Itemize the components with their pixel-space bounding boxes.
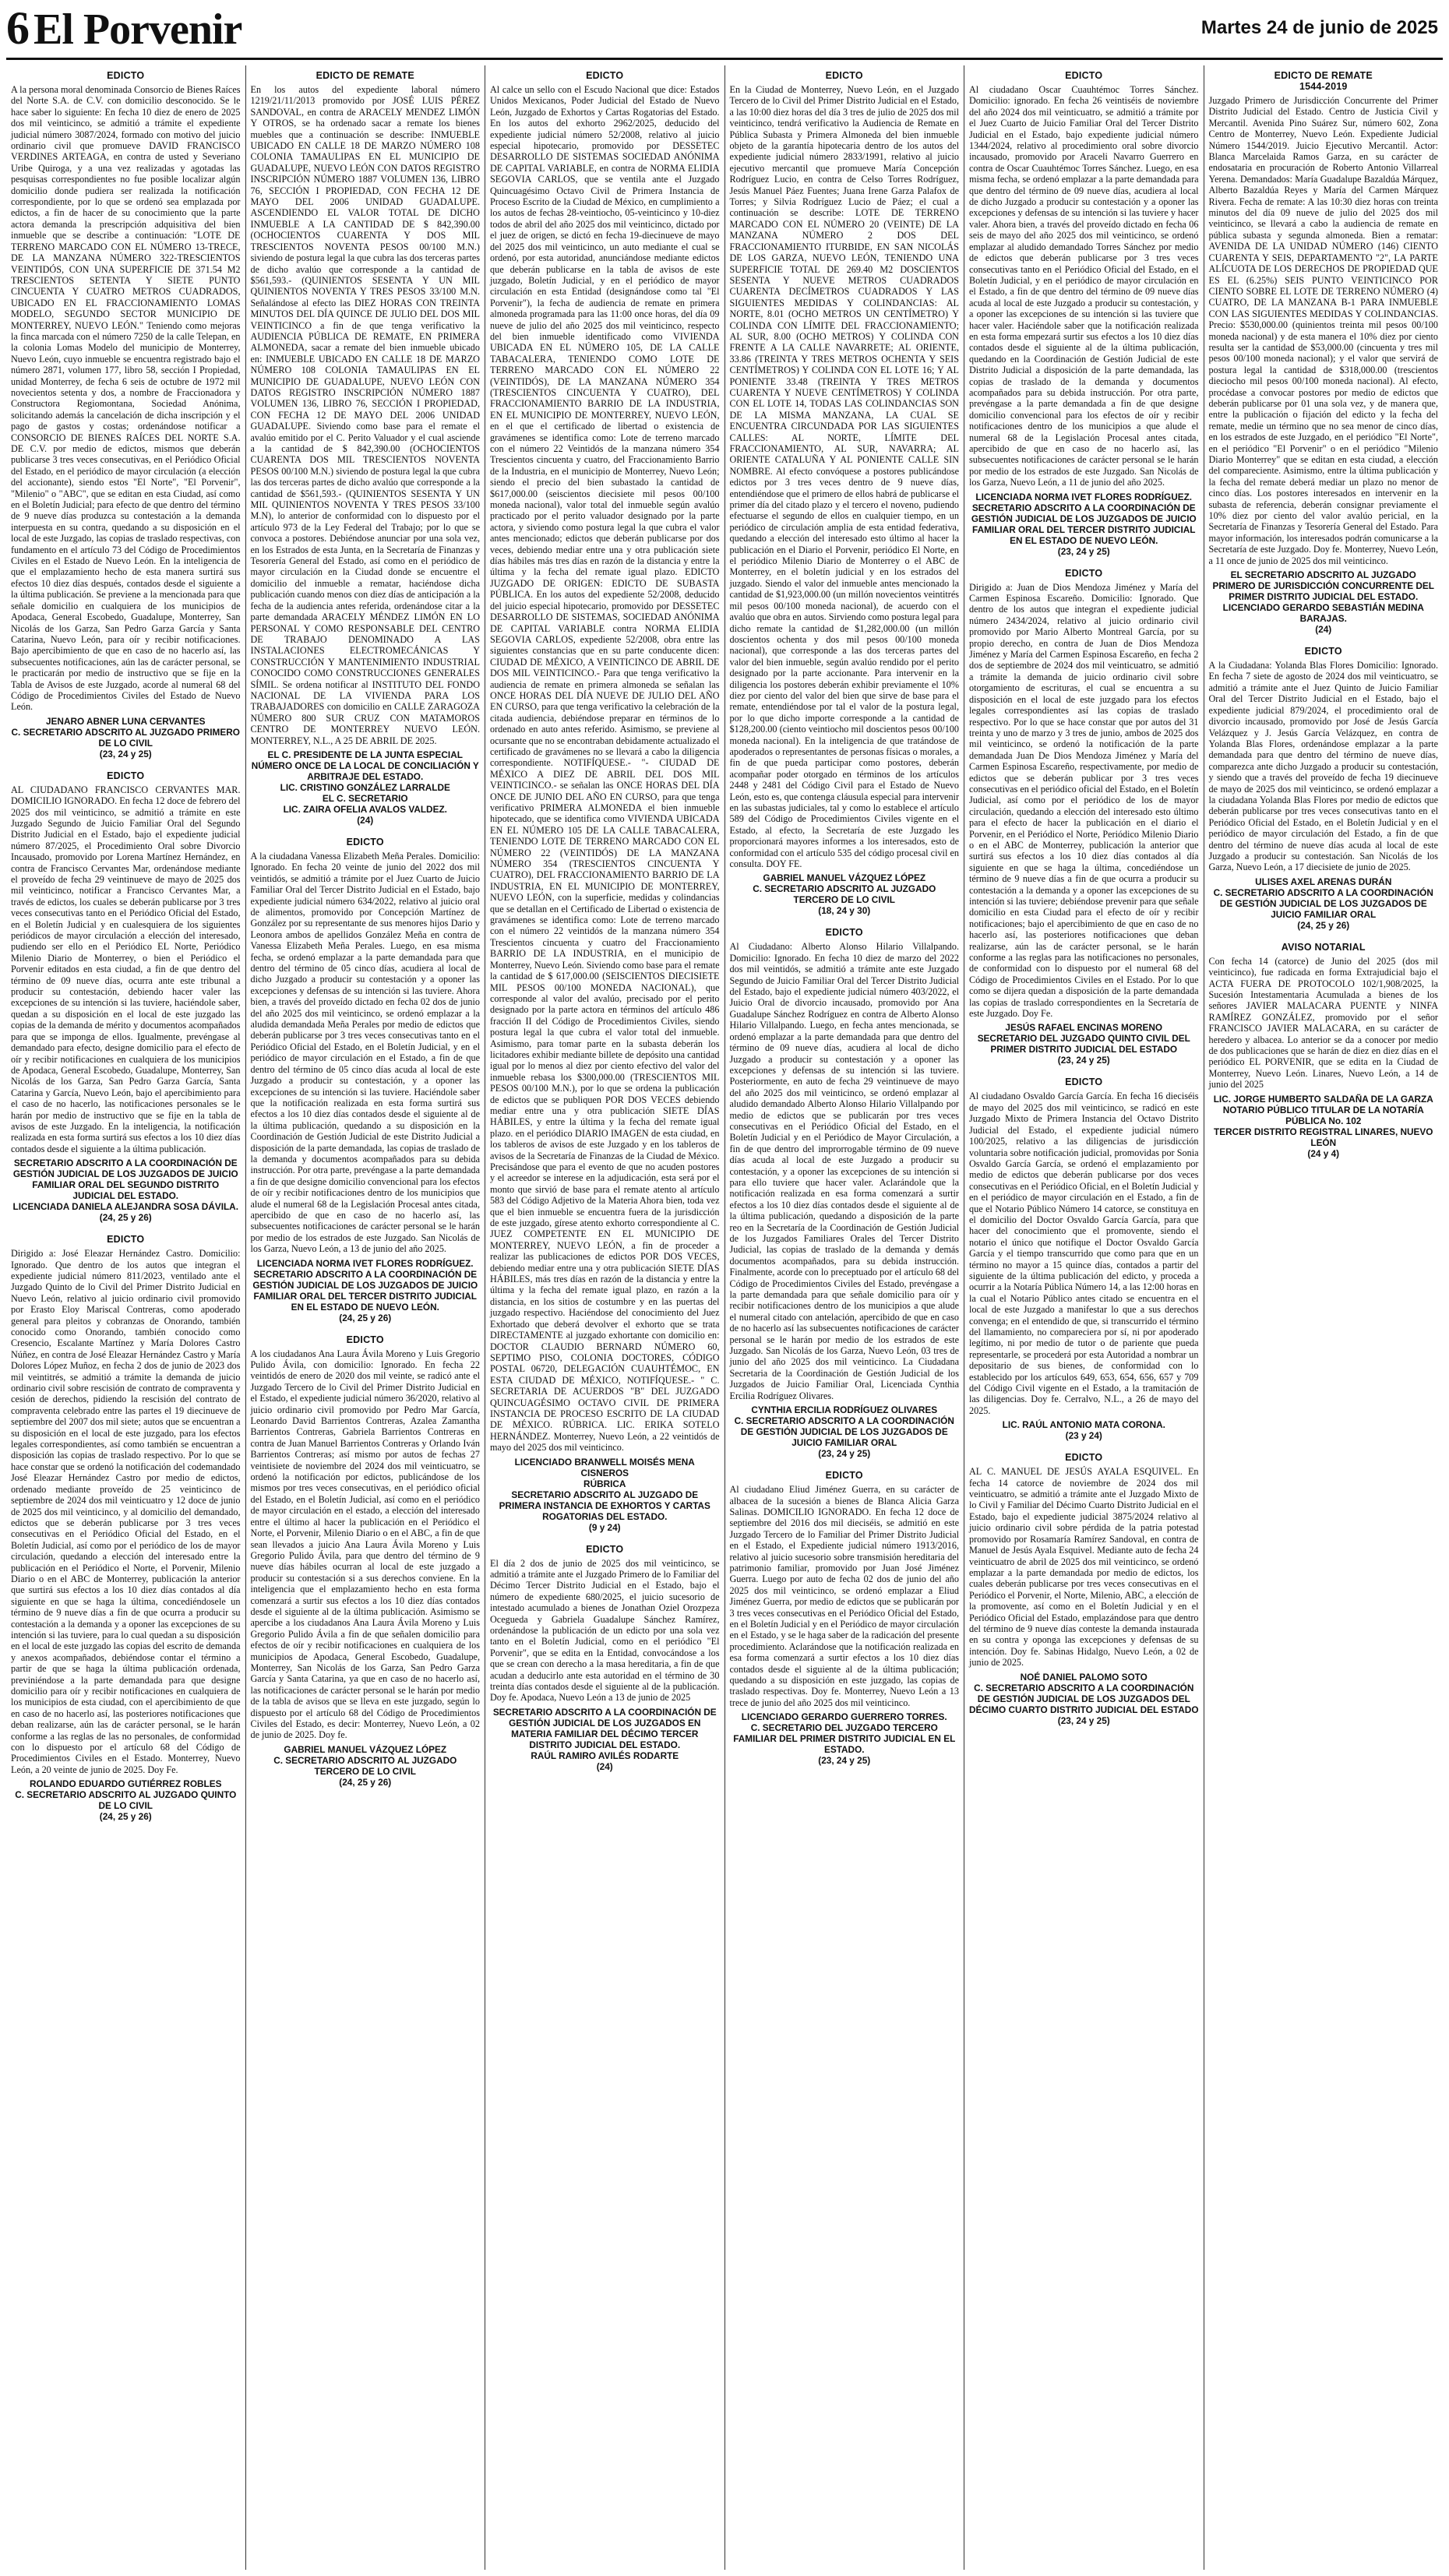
column-2 — [245, 65, 485, 2570]
legal-notice — [969, 70, 1199, 557]
legal-notice — [11, 770, 241, 1223]
notice-heading: EDICTO — [107, 1234, 145, 1246]
notice-body: A los ciudadanos Ana Laura Ávila Moreno y Luis Gregorio Pulido Ávila, con domicilio: Ignorado. En fecha 22 veintidós de enero de 2020 dos mil veinte, se radicó ante el Juzgado Tercero de lo Civil del Primer Distrito Judicial en el Estado, el expediente judicial número 36/2020, relativo al juicio ordinario civil promovido por Pedro Mar García, Leonardo David Barrientos Contreras, Azalea Zamantha Barrientos Contreras, Gabriela Barrientos Contreras en contra de Juan Manuel Barrientos Contreras y Orlando Iván Barrientos Contreras; así mismo por autos de fechas 27 veintisiete de noviembre del 2024 dos mil veinticuatro, se ordenó la notificación por edictos, publicándose de los mismos por tres veces consecutivas, en el periódico oficial del Estado, en el Boletín Judicial, así como en el periódico de mayor circulación en el estado, a elección del interesado entre el último al hacer la publicación en el Periódico el Norte, el Porvenir, Milenio Diario o en el ABC, a fin de que sean llevados a juicio Ana Laura Ávila Moreno y Luis Gregorio Pulido Ávila, para que dentro del término de 9 nueve días hábiles ocurran al local de este juzgado a producir su contestación si a sus derechos conviene. En la inteligencia que el emplazamiento hecho en esta forma comenzará a surtir sus efectos a los 10 diez días contados desde el siguiente al de la última publicación. Asimismo se apercibe a los ciudadanos Ana Laura Ávila Moreno y Luis Gregorio Pulido Ávila a fin de que señalen domicilio para efectos de oír y recibir notificaciones en cualquiera de los municipios de Apodaca, General Escobedo, Guadalupe, Monterrey, San Nicolás de los Garza, San Pedro Garza García y Santa Catarina, ya que en caso de no hacerlo así, las notificaciones de carácter personal se le harán por medio de la tabla de avisos que se lleva en este juzgado, según lo dispuesto por el artículo 68 del Código de Procedimientos Civiles del Estado, es decir: Monterrey, Nuevo León, a 02 de junio de 2025. Doy fe. — [250, 1348, 480, 1741]
notice-body: A la persona moral denominada Consorcio de Bienes Raíces del Norte S.A. de C.V. con domicilio desconocido. Se le hace saber lo siguiente: En fecha 10 diez de enero de 2025 dos mil veinticinco, se admitió a trámite el expediente judicial número 3087/2024, formado con motivo del juicio ordinario civil que promueve DAVID FRANCISCO VERDINES ARTEAGA, en contra de usted y Severiano Uribe Quiroga, y a una vez realizadas y agotadas las pesquisas correspondientes no fue posible localizar algún domicilio donde pudiera ser realizada la notificación correspondiente, por lo que se ordenó sea emplazada por edictos, a fin de hacer de su conocimiento que la parte actora demanda la prescripción adquisitiva del bien inmueble que se describe a continuación: "LOTE DE TERRENO MARCADO CON EL NÚMERO 13-TRECE, DE LA MANZANA NÚMERO 322-TRESCIENTOS VEINTIDÓS, CON UNA SUPERFICIE DE 371.54 M2 TRESCIENTOS SETENTA Y SIETE PUNTO CINCUENTA Y CUATRO METROS CUADRADOS, UBICADO EN EL FRACCIONAMIENTO LOMAS MODELO, SEGUNDO SECTOR MUNICIPIO DE MONTERREY, NUEVO LEÓN." Teniendo como mejoras la finca marcada con el número 7250 de la calle Telepan, en la colonia Lomas Modelo del municipio de Monterrey, Nuevo León, cuyo inmueble se encuentra registrado bajo el número 2871, volumen 177, libro 58, sección I Propiedad, unidad Monterrey, de fecha 6 seis de octubre de 1972 mil novecientos setenta y dos, a nombre de Fraccionadora y Constructora Regiomontana, Sociedad Anónima, solicitando además la cancelación de dicha inscripción y el pago de gastos y costas; ordenándose notificar a CONSORCIO DE BIENES RAÍCES DEL NORTE S.A. DE C.V. por medio de edictos, mismos que deberán publicarse 3 tres veces consecutivas, en el Periódico Oficial del Estado, en el periódico de mayor circulación (a elección del accionante), siendo estos "El Norte", "El Porvenir", "Milenio" o "ABC", que se editan en esta Ciudad, así como en el Boletín Judicial; para efecto de que dentro del término de 9 nueve días produzca su contestación a la demanda interpuesta en su contra, quedando a su disposición en el local de este Juzgado, las copias de traslado respectivas, con fundamento en el artículo 73 del Código de Procedimientos Civiles en el Estado de Nuevo León. En la inteligencia de que el emplazamiento hecho de esta manera surtirá sus efectos 10 diez días después, contados desde el siguiente a la última publicación. Se previene a la mencionada para que señale domicilio en cualquiera de los municipios de Apodaca, General Escobedo, Guadalupe, Monterrey, San Nicolás de los Garza, San Pedro Garza García y Santa Catarina, Nuevo León, para oír y recibir notificaciones. Bajo apercibimiento de que en caso de no hacerlo así, las subsecuentes notificaciones, aún las de carácter personal, se le practicarán por medio de instructivo que se fije en la Tabla de Avisos de este Juzgado, acorde al numeral 68 del Código de Procedimientos Civiles del Estado de Nuevo León. — [11, 84, 241, 713]
column-4 — [724, 65, 964, 2570]
notice-body: En la Ciudad de Monterrey, Nuevo León, en el Juzgado Tercero de lo Civil del Primer Distrito Judicial en el Estado, a las 10:00 diez horas del día 3 tres de julio de 2025 dos mil veinticinco, tendrá verificativo la Audiencia de Remate en Pública Subasta y Primera Almoneda del bien inmueble objeto de la garantía hipotecaria dentro de los autos del expediente judicial número 2833/1991, relativo al juicio ejecutivo mercantil que promueve María Concepción Rodríguez Lucio, en contra de Celso Torres Rodríguez, Jesús Manuel Páez Fuentes; Juana Irene Garza Palafox de Torres; y Silvia Rodríguez Lucio de Páez; el cual a continuación se describe: LOTE DE TERRENO MARCADO CON EL NÚMERO 20 (VEINTE) DE LA MANZANA NÚMERO 2 DOS DEL FRACCIONAMIENTO ITURBIDE, EN SAN NICOLÁS DE LOS GARZA, NUEVO LEÓN, TENIENDO UNA SUPERFICIE TOTAL DE 269.40 M2 DOSCIENTOS SESENTA Y NUEVE METROS CUADRADOS CUARENTA DECÍMETROS CUADRADOS Y LAS SIGUIENTES MEDIDAS Y COLINDANCIAS: AL NORTE, 8.01 (OCHO METROS UN CENTÍMETRO) Y COLINDA CON LÍMITE DEL FRACCIONAMIENTO; AL SUR, 8.00 (OCHO METROS) Y COLINDA CON FRENTE A LA CALLE NAVARRETE; AL ORIENTE, 33.86 (TREINTA Y TRES METROS OCHENTA Y SEIS CENTÍMETROS) Y COLINDA CON EL LOTE 16; Y AL PONIENTE 33.48 (TREINTA Y TRES METROS CUARENTA Y NUEVE CENTÍMETROS) Y COLINDA CON EL LOTE 14, TODAS LAS COLINDANCIAS SON DE LA MISMA MANZANA, LA CUAL SE ENCUENTRA CIRCUNDADA POR LAS SIGUIENTES CALLES: AL NORTE, LÍMITE DEL FRACCIONAMIENTO, AL SUR, NAVARRA; AL ORIENTE CATALUÑA Y AL PONIENTE CALLE SIN NOMBRE. Al efecto convóquese a postores publicándose edictos por 3 tres veces dentro de 9 nueve días, entendiéndose que el primero de ellos habrá de publicarse el primer día del citado plazo y el tercero el noveno, pudiendo efectuarse el segundo de ellos en cualquier tiempo, en un periódico de circulación amplia de esta entidad federativa, quedando a elección del interesado esto último al hacer la publicación en el Diario el Porvenir, periódico El Norte, en el periódico Milenio Diario de Monterrey o el ABC de Monterrey, en el boletín judicial y en los estrados del juzgado. Siendo el valor del inmueble antes mencionado la cantidad de $1,923,000.00 (un millón novecientos veintitrés mil pesos 00/100 moneda nacional), de acuerdo con el avalúo que obra en autos. Sirviendo como postura legal para dicho remate la cantidad de $1,282,000.00 (un millón doscientos ochenta y dos mil pesos 00/100 moneda nacional), que corresponde a las dos terceras partes del valor del bien inmueble, según avalúo rendido por el perito designado por la parte accionante. Para intervenir en la diligencia los postores deberán exhibir previamente el 10% diez por ciento del valor del bien que sirve de base para el remate, entendiéndose por tal el valor de la postura legal, por lo que dicho importe corresponde a la cantidad de $128,200.00 (ciento veintiocho mil doscientos pesos 00/100 moneda nacional). En la inteligencia de que tratándose de apoderados o representantes de personas físicas o morales, a fin de que pueda participar como postores, deberán acompañar poder otorgado en términos de los artículos 2448 y 2481 del Código Civil para el Estado de Nuevo León, esto es, que contenga cláusula especial para intervenir en las subastas judiciales, tal y como lo establece el artículo 589 del Código de Procedimientos Civiles vigente en el Estado, al efecto, la Secretaría de este Juzgado les proporcionará mayores informes a los interesados, esto de conformidad con el artículo 535 del código procesal civil en consulta. DOY FE. — [729, 84, 959, 870]
notice-signature: EL SECRETARIO ADSCRITO AL JUZGADO PRIMERO DE JURISDICCIÓN CONCURRENTE DEL PRIMER DISTRITO JUDICIAL DEL ESTADO. LICENCIADO GERARDO SEBASTIÁN MEDINA BARAJAS. (24) — [1212, 569, 1434, 636]
notice-signature: ULISES AXEL ARENAS DURÁN C. SECRETARIO ADSCRITO A LA COORDINACIÓN DE GESTIÓN JUDICIAL DE LOS JUZGADOS DE JUICIO FAMILIAR ORAL (24, 25 y 26) — [1213, 876, 1433, 931]
notice-body: AL CIUDADANO FRANCISCO CERVANTES MAR. DOMICILIO IGNORADO. En fecha 12 doce de febrero del 2025 dos mil veinticinco, se admitió a trámite en este Juzgado Segundo de Juicio Familiar Oral del Segundo Distrito Judicial en el Estado, bajo el expediente judicial número 87/2025, el Procedimiento Oral sobre Divorcio Incausado, promovido por Lorena Martínez Hernández, en contra de Francisco Cervantes Mar, ordenándose mediante el proveído de fecha 29 veintinueve de mayo de 2025 dos mil veinticinco, notificar a Francisco Cervantes Mar, a través de edictos, los cuales se deberán publicarse por 3 tres veces consecutivas tanto en el Periódico Oficial del Estado, en el Boletín Judicial y en cualesquiera de los siguientes periódicos de mayor circulación a elección del interesado, pudiendo ser ello en el Periódico EL Norte, Periódico Milenio Diario de Monterrey, o bien el Periódico el Porvenir editados en esta ciudad, a fin de que dentro del término de 09 nueve días, ocurra ante este tribunal a producir su contestación, debiendo hacer valer las excepciones de su intención si las tuviere, haciéndole saber, quedan a su disposición en el local de este juzgado las copias de la demanda de mérito y documentos acompañados para que se imponga de ellos. Igualmente, prevéngase al demandado para efecto, designe domicilio para el efecto de oír y recibir notificaciones en cualquiera de los municipios de Apodaca, General Escobedo, Guadalupe, Monterrey, San Nicolás de los Garza, San Pedro Garza García, Santa Catarina y García, Nuevo León, bajo el apercibimiento para el caso de no hacerlo, las notificaciones personales se le harán por medio de instructivo que se fije en la tabla de avisos de este Juzgado. En la inteligencia, la notificación realizada en esta forma surtirá sus efectos a los 10 diez días contados desde el siguiente a la última publicación. — [11, 784, 241, 1154]
notice-heading: EDICTO — [825, 70, 863, 81]
notice-body: AL C. MANUEL DE JESÚS AYALA ESQUIVEL. En fecha 14 catorce de noviembre de 2024 dos mil veinticuatro, se admitió a trámite ante el Juzgado Mixto de lo Civil y Familiar del Décimo Cuarto Distrito Judicial en el Estado, bajo el expediente judicial 3875/2024 relativo al juicio ordinario civil sobre pérdida de la patria potestad promovido por Rosamaría Ramírez Sandoval, en contra de Manuel de Jesús Ayala Esquivel. Mediante auto de fecha 24 veinticuatro de abril de 2025 dos mil veinticinco, se ordenó emplazar a la parte demandada por medio de edictos, los cuales deberán publicarse por tres veces consecutivas en el Periódico el Porvenir, el Norte, Milenio, ABC, a elección de la promovente, así como en el Boletín Judicial y en el Periódico Oficial del Estado, emplazándose para que dentro del término de 9 nueve días conteste la demanda instaurada en su contra y oponga las excepciones y defensas de su intención. Doy fe. Sabinas Hidalgo, Nuevo León, a 02 de junio de 2025. — [969, 1466, 1199, 1669]
notice-heading: EDICTO DE REMATE 1544-2019 — [1274, 70, 1373, 92]
masthead — [0, 0, 1449, 56]
notice-signature: LICENCIADA NORMA IVET FLORES RODRÍGUEZ. SECRETARIO ADSCRITO A LA COORDINACIÓN DE GESTIÓN JUDICIAL DE LOS JUZGADOS DE JUICIO FAMILIAR ORAL DEL TERCER DISTRITO JUDICIAL EN EL ESTADO DE NUEVO LEÓN. (23, 24 y 25) — [971, 491, 1197, 557]
notice-signature: CYNTHIA ERCILIA RODRÍGUEZ OLIVARES C. SECRETARIO ADSCRITO A LA COORDINACIÓN DE GESTIÓN JUDICIAL DE LOS JUZGADOS DE JUICIO FAMILIAR ORAL (23, 24 y 25) — [734, 1404, 954, 1460]
notice-body: En los autos del expediente laboral número 1219/21/11/2013 promovido por JOSÉ LUIS PÉREZ SANDOVAL, en contra de ARACELY MENDEZ LIMÓN Y OTROS, se ha ordenado sacar a remate los bienes muebles que a continuación se describe: INMUEBLE UBICADO EN CALLE 18 DE MARZO NÚMERO 108 COLONIA TAMAULIPAS EN EL MUNICIPIO DE GUADALUPE, NUEVO LEÓN CON DATOS REGISTRO INSCRIPCIÓN NÚMERO 1887 VOLUMEN 136, LIBRO 76, SECCIÓN I PROPIEDAD, CON FECHA 12 DE MAYO DEL 2006 UNIDAD GUADALUPE. ASCENDIENDO EL VALOR TOTAL DE DICHO INMUEBLE A LA CANTIDAD DE $ 842,390.00 (OCHOCIENTOS CUARENTA Y DOS MIL TRESCIENTOS NOVENTA PESOS 00/100 M.N.) siviendo de postura legal la que cubra las dos terceras partes de dicho avalúo que corresponde a la cantidad de $561,593.- (QUINIENTOS SESENTA Y UN MIL QUINIENTOS NOVENTA Y TRES PESOS 33/100 M.N. Señalándose al efecto las DIEZ HORAS CON TREINTA MINUTOS DEL DÍA QUINCE DE JULIO DEL DOS MIL VEINTICINCO a fin de que tenga verificativo la AUDIENCIA PÚBLICA DE REMATE, EN PRIMERA ALMONEDA, sacar a remate del bien inmueble ubicado en: INMUEBLE UBICADO EN CALLE 18 DE MARZO NÚMERO 108 COLONIA TAMAULIPAS EN EL MUNICIPIO DE GUADALUPE, NUEVO LEÓN CON DATOS REGISTRO INSCRIPCIÓN NÚMERO 1887 VOLUMEN 136, LIBRO 76, SECCIÓN I PROPIEDAD, CON FECHA 12 DE MAYO DEL 2006 UNIDAD GUADALUPE. Siviendo como base para el remate el avalúo emitido por el C. Perito Valuador y el cual asciende a la cantidad de $ 842,390.00 (OCHOCIENTOS CUARENTA DOS MIL TRESCIENTOS NOVENTA PESOS 00/100 M.N.) siviendo de postura legal la que cubra las dos terceras partes de dicho avalúo que corresponde a la cantidad de $561,593.- (QUINIENTOS SESENTA Y UN MIL QUINIENTOS NOVENTA Y TRES PESOS 33/100 M.N), lo anterior de conformidad con lo dispuesto por el artículo 973 de la Ley Federal del Trabajo; por lo que se convoca a postores. Debiéndose anunciar por una sola vez, en los Estrados de esta Junta, en la Secretaría de Finanzas y Tesorería General del Estado, así como en el periódico de mayor circulación en la Ciudad donde se encuentre el domicilio del inmueble a rematar, haciéndose dicha publicación cuando menos con diez días de anticipación a la fecha de la audiencia antes referida, ordenándose citar a la parte demandada ARACELY MÉNDEZ LIMÓN EN LO PERSONAL Y COMO RESPONSABLE DEL CENTRO DE TRABAJO DENOMINADO A LAS INSTALACIONES ELECTROMECÁNICAS Y CONSTRUCCIÓN Y MANTENIMIENTO INDUSTRIAL CONOCIDO COMO CONSTRUCCIONES GENERALES SÍMIL. Se ordena notificar al INSTITUTO DEL FONDO NACIONAL DE LA VIVIENDA PARA LOS TRABAJADORES con domicilio en CALLE ZARAGOZA NÚMERO 800 SUR CRUZ CON MATAMOROS CENTRO DE MONTERREY NUEVO LEÓN. MONTERREY, N.L., A 25 DE ABRIL DE 2025. — [250, 84, 480, 746]
legal-notice — [969, 1452, 1199, 1725]
notice-heading: EDICTO — [1065, 1077, 1103, 1088]
legal-notice — [730, 70, 960, 916]
notice-signature: LIC. RAÚL ANTONIO MATA CORONA. (23 y 24) — [1002, 1419, 1165, 1442]
column-6 — [1204, 65, 1444, 2570]
notice-heading: EDICTO — [346, 1334, 384, 1345]
notice-body: El día 2 dos de junio de 2025 dos mil veinticinco, se admitió a trámite ante el Juzgado Primero de lo Familiar del Décimo Tercer Distrito Judicial en el Estado, bajo el número de expediente 680/2025, el juicio sucesorio de intestado acumulado a bienes de Jonathan Oziel Orozpeza Ocegueda y Gabriela Guadalupe Sánchez Ramírez, ordenándose la publicación de un edicto por una sola vez tanto en el Boletín Judicial, como en el periódico "El Porvenir", que se edita en la Entidad, convocándose a los que se crean con derecho a la masa hereditaria, a fin de que acudan a deducirlo ante esta autoridad en el término de 30 treinta días contados desde el siguiente al de la publicación. Doy fe. Apodaca, Nuevo León a 13 de junio de 2025 — [490, 1557, 720, 1704]
notice-signature: GABRIEL MANUEL VÁZQUEZ LÓPEZ C. SECRETARIO ADSCRITO AL JUZGADO TERCERO DE LO CIVIL (24, 25 y 26) — [273, 1743, 457, 1788]
notice-heading: EDICTO — [825, 927, 863, 939]
notice-body: Con fecha 14 (catorce) de Junio del 2025 (dos mil veinticinco), fue radicada en forma Extrajudicial bajo el ACTA FUERA DE PROTOCOLO 102/1,908/2025, la Sucesión Intestamentaria Acumulada a bienes de los señores JAVIER MALACARA PUENTE y NINFA RAMÍREZ GONZÁLEZ, promovido por el señor FRANCISCO JAVIER MALACARA, en su carácter de heredero y albacea. Lo anterior se da a conocer por medio de dos publicaciones que se harán de diez en diez días en el periódico EL PORVENIR, que se edita en la Ciudad de Monterrey, Nuevo León. Linares, Nuevo León, a 14 de junio del 2025 — [1208, 955, 1438, 1091]
notice-heading: EDICTO — [825, 1470, 863, 1482]
notice-signature: SECRETARIO ADSCRITO A LA COORDINACIÓN DE GESTIÓN JUDICIAL DE LOS JUZGADOS EN MATERIA FAMILIAR DEL DÉCIMO TERCER DISTRITO JUDICIAL DEL ESTADO. RAÚL RAMIRO AVILÉS RODARTE (24) — [492, 1706, 717, 1772]
column-1 — [6, 65, 245, 2570]
notice-heading: EDICTO — [346, 836, 384, 848]
column-5 — [964, 65, 1204, 2570]
legal-notice — [251, 70, 481, 826]
notice-heading: EDICTO — [1065, 70, 1103, 81]
legal-notice — [251, 837, 481, 1323]
newspaper-title: El Porvenir — [33, 5, 242, 54]
notice-signature: NOÉ DANIEL PALOMO SOTO C. SECRETARIO ADSCRITO A LA COORDINACIÓN DE GESTIÓN JUDICIAL DE LOS JUZGADOS DEL DÉCIMO CUARTO DISTRITO JUDICIAL DEL ESTADO (23, 24 y 25) — [969, 1671, 1199, 1726]
notice-heading: EDICTO — [1304, 646, 1342, 657]
legal-notice — [11, 70, 241, 759]
notice-signature: JESÚS RAFAEL ENCINAS MORENO SECRETARIO DEL JUZGADO QUINTO CIVIL DEL PRIMER DISTRITO JUDICIAL DEL ESTADO (23, 24 y 25) — [977, 1022, 1190, 1066]
notice-heading: EDICTO — [1065, 1452, 1103, 1464]
notice-body: Al ciudadano Oscar Cuauhtémoc Torres Sánchez. Domicilio: ignorado. En fecha 26 veintiséis de noviembre del año 2024 dos mil veinticuatro, se admitió a trámite por el Juez Cuarto de Juicio Familiar Oral del Tercer Distrito Judicial en el Estado, bajo expediente judicial número 1344/2024, relativo al procedimiento oral sobre divorcio incausado, promovido por Araceli Navarro Guerrero en contra de Oscar Cuauhtémoc Torres Sánchez. Luego, en esa misma fecha, se ordenó emplazar a la parte demandada para que dentro del término de 09 nueve días, acudiera al local de dicho Juzgado a producir su contestación y a oponer las excepciones y defensas de su intención si las tuviere y hacer valer. Ahora bien, a través del proveído dictado en fecha 06 seis de mayo del año 2025 dos mil veinticinco, se ordenó emplazar al aludido demandado Torres Sánchez por medio de edictos que deberán publicarse por 3 tres veces consecutivas tanto en el Periódico Oficial del Estado, en el Boletín Judicial, y en el periódico de mayor circulación en el Estado, a fin de que dentro del término de 09 nueve días acuda al local de este Juzgado a producir su contestación, y a oponer las excepciones de su intención si las tuviere que hacer valer. Haciéndole saber que la notificación realizada en esta forma empezará surtir sus efectos a los 10 diez días contados desde el siguiente al de la última publicación, quedando en la Coordinación de Gestión Judicial de este Distrito Judicial a disposición de la parte demandada, las copias de traslado de la demanda y documentos acompañados para su debida instrucción. Por otra parte, prevéngase a la parte demandada a fin de que designe domicilio convencional para los efectos de oír y recibir notificaciones dentro de los municipios a que alude el numeral 68 de la Legislación Procesal antes citada, apercibido de que en caso de no hacerlo así, las subsecuentes notificaciones de carácter personal se le harán por medio de los estrados de este Juzgado. San Nicolás de los Garza, Nuevo León, a 11 de junio del año 2025. — [969, 84, 1199, 488]
masthead-divider — [6, 58, 1443, 60]
legal-notice — [251, 1334, 481, 1788]
notice-body: A la Ciudadana: Yolanda Blas Flores Domicilio: Ignorado. En fecha 7 siete de agosto de 2024 dos mil veinticuatro, se admitió a trámite ante el Juez Quinto de Juicio Familiar Oral del Tercer Distrito Judicial en el Estado, bajo el expediente judicial 879/2024, el procedimiento oral de divorcio incausado, promovido por José de Jesús García Velázquez y J. Jesús García Velázquez, en contra de Yolanda Blas Flores, ordenándose emplazar a la parte demandada para que dentro del término de nueve días, comparezca ante dicho Juzgado a producir su contestación, y siendo que a través del proveído de fecha 19 diecinueve de mayo de 2025 dos mil veinticinco, se ordenó emplazar a la ciudadana Yolanda Blas Flores por medio de edictos que deberán publicarse por tres veces consecutivas tanto en el Periódico Oficial del Estado, en el Boletín Judicial y en el periódico de mayor circulación del Estado, a fin de que dentro del término de nueve días acuda al local de este Juzgado a producir su contestación. San Nicolás de los Garza, Nuevo León, a 17 diecisiete de junio de 2025. — [1208, 660, 1438, 873]
legal-notice — [1209, 942, 1439, 1159]
columns-area — [6, 65, 1443, 2570]
legal-notice — [490, 1544, 720, 1772]
notice-body: Dirigido a: José Eleazar Hernández Castro. Domicilio: Ignorado. Que dentro de los autos que integran el expediente judicial número 811/2023, ventilado ante el Juzgado Quinto de lo Civil del Primer Distrito Judicial en Nuevo León, relativo al juicio ordinario civil promovido por Erasto Eloy Mariscal Contreras, como apoderado general para pleitos y cobranzas de Onorando, también conocido como Onorando, también conocido como Cresencio, Escalante Martínez y María Dolores Castro Núñez, en contra de José Eleazar Hernández Castro y María Dolores López Muñoz, en fecha 2 dos de junio de 2023 dos mil veintitrés, se admitió a trámite la demanda de juicio ordinario civil sobre rescisión de contrato de compraventa y cesión de derechos, pidiendo la rescisión del contrato de compraventa celebrado entre las partes el 19 diecinueve de septiembre del 2007 dos mil siete; autos que se encuentran a su disposición en el local de este juzgado, para los efectos legales correspondientes, así como también se encuentran a disposición las copias de traslado respectivo. Por lo que se hace constar que se ordenó la notificación del codemandado José Eleazar Hernández Castro por medio de edictos, ordenado mediante proveído de 25 veinticinco de septiembre de 2024 dos mil veinticuatro y 12 doce de junio de 2025 dos mil veinticinco, y al domicilio del demandado, edictos que se deberán publicarse por 3 tres veces consecutivas en el Periódico Oficial del Estado, en el Boletín Judicial, así como por el periódico de los de mayor circulación, quedando a elección del interesado entre la publicación en el Periódico el Norte, el Porvenir, Milenio Diario o en el ABC de Monterrey, publicación la anterior que surtirá sus efectos a los 10 diez días contados al día siguiente en que se haga la última, concediéndosele un término de 9 nueve días a fin de que ocurra a producir su contestación a la demanda y a oponer las excepciones de su intención si las tuviere, para lo cual quedan a su disposición en el local de este juzgado las copias del escrito de demanda y anexos acompañados, debiéndose contar el término a partir de que se haga la última publicación ordenada, previniéndose a la parte demandada para que designe domicilio para oír y recibir notificaciones en cualquiera de los municipios de esta ciudad, con el apercibimiento de que en caso de no hacerlo así, las posteriores notificaciones que deban realizarse, aún las de carácter personal, se le harán conforme a las reglas de las no personales, de conformidad con lo dispuesto por el artículo 68 del Código de Procedimientos Civiles en el Estado. Monterrey, Nuevo León, a 20 veinte de junio de 2025. Doy Fe. — [11, 1248, 241, 1775]
notice-body: Dirigido a: Juan de Dios Mendoza Jiménez y María del Carmen Espinosa Escareño. Domicilio: Ignorado. Que dentro de los autos que integran el expediente judicial número 2434/2024, relativo al juicio ordinario civil promovido por Mario Alberto Montreal García, por su propio derecho, en contra de Juan de Dios Mendoza Jiménez y María del Carmen Espinosa Escareño, en fecha 2 dos de septiembre de 2024 dos mil veinticuatro, se admitió a trámite la demanda de juicio ordinario civil sobre otorgamiento de escrituras, el cual se encuentra a su disposición en el local de este juzgado para los efectos legales correspondientes así las copias de traslado respectivo. Por lo que se hace constar que por autos del 31 treinta y uno de marzo y 3 tres de junio, ambos de 2025 dos mil veinticinco, se ordenó la notificación de la parte demandada Juan De Dios Mendoza Jiménez y María del Carmen Espinosa Escareño, respectivamente, por medio de edictos que se deberán publicar por 3 tres veces consecutivas en el periódico oficial del Estado, en el Boletín Judicial, así como por el periódico de los de mayor circulación, quedando a elección del interesado esto último para el efecto de hacer la publicación en el diario el Porvenir, en el Periódico el Norte, Periódico Milenio Diario o en el ABC de Monterrey, publicación la anterior que surtirá sus efectos a los 10 diez días contados al día siguiente en que se haga la última, concediéndose un término de 9 nueve días a fin de que ocurra a producir su contestación a la demanda y a oponer las excepciones de su intención si las tuviere; debiéndose prevenir para que señale domicilio en esta Ciudad para el efecto de oír y recibir notificaciones; bajo el apercibimiento de que en caso de no hacerlo así, las posteriores notificaciones que deban realizarse, aún las de carácter personal, se le harán conforme a las reglas para las notificaciones no personales, de conformidad con lo dispuesto por el numeral 68 del Código de Procedimientos Civiles en el Estado. Por lo que como se dijera quedan a disposición de la parte demandada las copias de traslado correspondientes en la Secretaría de este Juzgado. Doy Fe. — [969, 581, 1199, 1020]
notice-body: Al Ciudadano: Alberto Alonso Hilario Villalpando. Domicilio: Ignorado. En fecha 10 diez de marzo del 2022 dos mil veintidós, se admitió a trámite ante este Juzgado Segundo de Juicio Familiar Oral del Tercer Distrito Judicial del Estado, bajo el expediente judicial número 403/2022, el Juicio Oral de divorcio incausado, promovido por Ana Guadalupe Sánchez Rodríguez en contra de Alberto Alonso Hilario Villalpando. Luego, en fecha antes mencionada, se ordenó emplazar a la parte demandada para que dentro del término de 09 nueve días, acudiera al local de dicho Juzgado a producir su contestación y a oponer las excepciones y defensas de su intención si las tuviere. Posteriormente, en auto de fecha 29 veintinueve de mayo del año 2025 dos mil veinticinco, se ordenó emplazar al aludido demandado Alberto Alonso Hilario Villalpando por medio de edictos que se publicarán por tres veces consecutivas en el Periódico Oficial del Estado, en el Boletín Judicial y en el Periódico de Mayor Circulación, a fin de que dentro del improrrogable término de 09 nueve días acuda al local de este Juzgado a producir su contestación, y a oponer las excepciones de su intención si para ello tuviere que hacer valer. Aclarándole que la notificación realizada en esa forma comenzará a surtir efectos a los 10 diez días contados desde el siguiente al de la última publicación, quedando a disposición de la parte reo en la Secretaría de la Coordinación de Gestión Judicial de los Juzgados Familiares Orales del Tercer Distrito Judicial, las copias de traslado de la demanda y demás documentos acompañados, para su debida instrucción. Finalmente, acorde con lo preceptuado por el artículo 68 del Código de Procedimientos Civiles del Estado, prevéngase a la parte demandada para que señale domicilio para oír y recibir notificaciones dentro de los municipios a que alude el numeral citado con antelación, apercibido de que en caso de no hacerlo así las subsecuentes notificaciones de carácter personal se le harán por medio de los estrados de este Juzgado. San Nicolás de los Garza, Nuevo León, 03 tres de junio del año 2025 dos mil veinticinco. La Ciudadana Secretaria de la Coordinación de Gestión Judicial de los Juzgados de Juicio Familiar Oral, Licenciada Cynthia Ercilia Rodríguez Olivares. — [729, 941, 959, 1401]
notice-heading: EDICTO — [586, 1543, 624, 1555]
notice-signature: GABRIEL MANUEL VÁZQUEZ LÓPEZ C. SECRETARIO ADSCRITO AL JUZGADO TERCERO DE LO CIVIL (18, 24 y 30) — [753, 872, 936, 917]
notice-heading: EDICTO — [586, 70, 624, 81]
notice-body: Al calce un sello con el Escudo Nacional que dice: Estados Unidos Mexicanos, Poder Judicial del Estado de Nuevo León, Juzgado de Exhortos y Cartas Rogatorias del Estado. En los autos del exhorto 2962/2025, deducido del expediente judicial número 52/2008, relativo al juicio especial hipotecario, promovido por DESSETEC DESARROLLO DE SISTEMAS SOCIEDAD ANÓNIMA DE CAPITAL VARIABLE, en contra de NORMA ELIDIA SEGOVIA CARLOS, que se ventila ante el Juzgado Quincuagésimo Octavo Civil de Primera Instancia de Proceso Escrito de la Ciudad de México, en cumplimiento a los autos de fechas 28-veintiocho, 05-veinticinco y 10-diez todos de abril del año 2025 dos mil veinticinco, dictado por el juez de origen, se dictó en fecha 19-diecinueve de mayo del 2025 dos mil veinticinco, un auto mediante el cual se ordenó, por esta autoridad, anunciándose mediante edictos que deberán publicarse en la tabla de avisos de este juzgado, Boletín Judicial, y en el periódico de mayor circulación en esta Entidad (designándose como tal "El Porvenir"), la fecha de audiencia de remate en primera almoneda programada para las 11:00 once horas, del día 09 nueve de julio del año 2025 dos mil veinticinco, respecto del bien inmueble identificado como VIVIENDA UBICADA EN EL NÚMERO 105, DE LA CALLE TABACALERA, TENIENDO COMO LOTE DE TERRENO MARCADO CON EL NÚMERO 22 (VEINTIDÓS), DE LA MANZANA NÚMERO 354 (TRESCIENTOS CINCUENTA Y CUATRO), DEL FRACCIONAMIENTO BARRIO DE LA INDUSTRIA, EN EL MUNICIPIO DE MONTERREY, NUEVO LEÓN, en el que el certificado de libertad o existencia de gravámenes se identifica como: Lote de terreno marcado con el número 22 Veintidós de la manzana número 354 Trescientos cincuenta y cuatro, del Fraccionamiento Barrio de la Industria, en el municipio de Monterrey, Nuevo León; siendo el precio del bien subastado la cantidad de $617,000.00 (seiscientos diecisiete mil pesos 00/100 moneda nacional), valor total del inmueble según avalúo practicado por el perito valuador designado por la parte actora, y siviendo como postura legal la que cubra el valor antes mencionado; edictos que deberán publicarse por dos veces, debiendo mediar entre una y otra publicación siete días hábiles más tres días en razón de la distancia y entre la última y la fecha del remate igual plazo. EDICTO JUZGADO DE ORIGEN: EDICTO DE SUBASTA PÚBLICA. En los autos del expediente 52/2008, deducido del juicio especial hipotecario, promovido por DESSETEC DESARROLLO DE SISTEMAS, SOCIEDAD ANÓNIMA DE CAPITAL VARIABLE contra NORMA ELIDIA SEGOVIA CARLOS, expediente 52/2008, obra entre las siguientes constancias que en su parte conducente dicen: CIUDAD DE MÉXICO, A VEINTICINCO DE ABRIL DE DOS MIL VEINTICINCO.- Para que tenga verificativo la audiencia de remate en primera almoneda se señalan las ONCE HORAS DEL DÍA NUEVE DE JULIO DEL AÑO EN CURSO, para que tenga verificativo la celebración de la citada audiencia, debiéndose preparar en términos de lo ordenado en auto antes referido. Asimismo, se previene al ocursante que no se encontraban debidamente actualizado el certificado de gravámenes no se llevará a cabo la diligencia correspondiente. NOTIFÍQUESE.- "- CIUDAD DE MÉXICO A DIEZ DE ABRIL DEL DOS MIL VEINTICINCO.- se señalan las ONCE HORAS DEL DÍA ONCE DE JUNIO DEL AÑO EN CURSO, para que tenga verificativo PRIMERA ALMONEDA el bien inmueble hipotecado, que se identifica como VIVIENDA UBICADA EN EL NÚMERO 105 DE LA CALLE TABACALERA, TENIENDO LOTE DE TERRENO MARCADO CON EL NÚMERO 22 (VEINTIDÓS) DE LA MANZANA NÚMERO 354 (TRESCIENTOS CINCUENTA Y CUATRO), DEL FRACCIONAMIENTO BARRIO DE LA INDUSTRIA, EN EL MUNICIPIO DE MONTERREY, NUEVO LEÓN, con la superficie, medidas y colindancias que se detallan en el Certificado de Libertad o existencia de gravámenes se identifica como: Lote de terreno marcado con el número 22 veintidós de la manzana número 354 Trescientos cincuenta y cuatro del Fraccionamiento BARRIO DE LA INDUSTRIA, en el municipio de Monterrey, Nuevo León. Siviendo como base para el remate la cantidad de $ 617,000.00 (SEISCIENTOS DIECISIETE MIL PESOS 00/100 MONEDA NACIONAL), que corresponde al valor del avalúo, precisado por el perito designado por la parte actora en términos del artículo 486 fracción II del Código de Procedimientos Civiles, siendo postura legal la que cubra el valor total del inmueble. Asimismo, para tomar parte en la subasta deberán los licitadores exhibir mediante billete de depósito una cantidad igual por lo menos al diez por ciento efectivo del valor del inmueble rebasa los $300,000.00 (TRESCIENTOS MIL PESOS 00/100 M.N.), por lo que se ordena la publicación de edictos que se publiquen POR DOS VECES debiendo mediar entre una y otra publicación SIETE DÍAS HÁBILES, y entre la última y la fecha del remate igual plazo. en el periódico DIARIO IMAGEN de esta ciudad, en los tableros de avisos de este Juzgado y en los tableros de avisos de la Secretaría de Finanzas de la Ciudad de México. Precisándose que para el evento de que no acuden postores y el acreedor se interese en la adjudicación, esta será por el monto que sirvió de base para el remate atento al artículo 583 del Código Adjetivo de la Materia Ahora bien, toda vez que el bien inmueble se encuentra fuera de la jurisdicción de este juzgado, gírese atento exhorto correspondiente al C. JUEZ COMPETENTE EN EL MUNICIPIO DE MONTERREY, NUEVO LEÓN, a fin de proceder a realizar las publicaciones de edictos POR DOS VECES, debiendo mediar entre una y otra publicación SIETE DÍAS HÁBILES, más tres días en razón de la distancia y entre la última y la fecha del remate igual plazo, en razón a la distancia, en los sitios de costumbre y en las puertas del juzgado respectivo. Haciéndose del conocimiento del Juez Exhortado que deberá devolver el exhorto que se trata DIRECTAMENTE al juzgado exhortante con domicilio en: DOCTOR CLAUDIO BERNARD NÚMERO 60, SEPTIMO PISO, COLONIA DOCTORES, CÓDIGO POSTAL 06720, DELEGACIÓN CUAUHTÉMOC, EN ESTA CIUDAD DE MÉXICO, NOTIFÍQUESE.- " C. SECRETARIA DE ACUERDOS "B" DEL JUZGADO QUINCUAGÉSIMO OCTAVO CIVIL DE PRIMERA INSTANCIA DE PROCESO ESCRITO DE LA CIUDAD DE MÉXICO. RÚBRICA. LIC. ERIKA SOTELO HERNÁNDEZ. Monterrey, Nuevo León, a 22 veintidós de mayo del 2025 dos mil veinticinco. — [490, 84, 720, 1454]
notice-signature: LICENCIADO BRANWELL MOISÉS MENA CISNEROS RÚBRICA SECRETARIO ADSCRITO AL JUZGADO DE PRIMERA INSTANCIA DE EXHORTOS Y CARTAS ROGATORIAS DEL ESTADO. (9 y 24) — [499, 1456, 710, 1533]
notice-body: Juzgado Primero de Jurisdicción Concurrente del Primer Distrito Judicial del Estado. Centro de Justicia Civil y Mercantil. Avenida Pino Suárez Sur, número 602, Zona Centro de Monterrey, Nuevo León. Expediente Judicial Número 1544/2019. Juicio Ejecutivo Mercantil. Actor: Blanca Marcelaida Ramos Garza, en su carácter de endosataria en procuración de Roberto Antonio Villarreal Yerena. Demandados: María Guadalupe Bazaldúa Márquez, Alberto Bazaldúa Reyes y María del Carmen Márquez Rivera. Fecha de remate: A las 10:30 diez horas con treinta minutos del día 09 nueve de julio del 2025 dos mil veinticinco, se llevará a cabo la audiencia de remate en pública subasta y segunda almoneda. Bien a rematar: AVENIDA DE LA UNIDAD NÚMERO (146) CIENTO CUARENTA Y SEIS, DEPARTAMENTO "2", LA PARTE ALÍCUOTA DE LOS DERECHOS DE PROPIEDAD QUE ES EL (6.25%) SEIS PUNTO VEINTICINCO POR CIENTO SOBRE EL LOTE DE TERRENO NÚMERO (4) CUATRO, DE LA MANZANA B-1 PARA INMUEBLE CON LAS SIGUIENTES MEDIDAS Y COLINDANCIAS. Precio: $530,000.00 (quinientos treinta mil pesos 00/100 moneda nacional) y de esta manera el 10% diez por ciento resulta ser la cantidad de $53,000.00 (cincuenta y tres mil pesos 00/100 moneda nacional); y el valor que servirá de postura legal la cantidad de $318,000.00 (trescientos dieciocho mil pesos 00/100 moneda nacional). Al efecto, procédase a convocar postores por medio de edictos que deberán publicarse por 01 una sola vez, y de manera que, entre la publicación o fijación del edicto y la fecha del remate, medie un término que no sea menor de cinco días, en los estrados de este Juzgado, en el periódico "El Norte", en el periódico "El Porvenir" o en el periódico "Milenio Diario Monterrey" que se editan en esta ciudad, a elección del compareciente. Asimismo, entre la última publicación y la fecha del remate deberá mediar un plazo no menor de cinco días. Los postores interesados en intervenir en la subasta de referencia, deberán consignar previamente el 10% diez por ciento del valor avalúo pericial, en la Secretaría de Finanzas y Tesorería General del Estado. Para mayor información, los interesados podrán comunicarse a la Secretaría de este Juzgado. Doy fe. Monterrey, Nuevo León, a 11 once de junio de 2025 dos mil veinticinco. — [1208, 95, 1438, 566]
legal-notice — [730, 927, 960, 1459]
notice-signature: EL C. PRESIDENTE DE LA JUNTA ESPECIAL NÚMERO ONCE DE LA LOCAL DE CONCILIACIÓN Y ARBITRAJE DEL ESTADO. LIC. CRISTINO GONZÁLEZ LARRALDE EL C. SECRETARIO LIC. ZAIRA OFELIA AVALOS VALDEZ. (24) — [251, 749, 479, 826]
notice-heading: EDICTO — [107, 770, 145, 781]
legal-notice — [730, 1470, 960, 1766]
notice-heading: AVISO NOTARIAL — [1281, 941, 1366, 953]
legal-notice — [1209, 646, 1439, 931]
page-number: 6 — [6, 2, 29, 54]
legal-notice — [1209, 70, 1439, 635]
notice-signature: LIC. JORGE HUMBERTO SALDAÑA DE LA GARZA NOTARIO PÚBLICO TITULAR DE LA NOTARÍA PÚBLICA No. 102 TERCER DISTRITO REGISTRAL LINARES, NUEVO LEÓN (24 y 4) — [1213, 1093, 1433, 1159]
column-3 — [485, 65, 724, 2570]
notice-body: Al ciudadano Eliud Jiménez Guerra, en su carácter de albacea de la sucesión a bienes de Blanca Alicia Garza Salinas. DOMICILIO IGNORADO. En fecha 12 doce de septiembre del 2016 dos mil dieciséis, se admitió en este Juzgado Tercero de lo Familiar del Primer Distrito Judicial en el Estado, el Expediente judicial número 1913/2016, relativo al juicio sucesorio sobre transmisión hereditaria del patrimonio familiar, promovido por Juan José Jiménez Guerra. Luego por auto de fecha 02 dos de junio del año 2025 dos mil veinticinco, se ordenó emplazar a Eliud Jiménez Guerra, por medio de edictos que se publicarán por 3 tres veces consecutivas en el Periódico Oficial del Estado, en el Boletín Judicial y en el Periódico de mayor circulación en el Estado, y se le haga saber de la radicación del presente procedimiento. Aclarándose que la notificación realizada en esa forma comenzará a surtir efectos a los 10 diez días contados desde el siguiente al de la última publicación; quedando a su disposición en este juzgado, las copias de traslado respectivas. Doy fe. Monterrey, Nuevo León a 13 trece de junio del año 2025 dos mil veinticinco. — [729, 1484, 959, 1708]
notice-signature: JENARO ABNER LUNA CERVANTES C. SECRETARIO ADSCRITO AL JUZGADO PRIMERO DE LO CIVIL (23, 24 y 25) — [11, 715, 240, 759]
legal-notice — [11, 1234, 241, 1822]
notice-heading: EDICTO — [1065, 567, 1103, 579]
legal-notice — [490, 70, 720, 1533]
newspaper-logo — [6, 3, 242, 55]
notice-heading: EDICTO DE REMATE — [316, 70, 414, 81]
legal-notice — [969, 568, 1199, 1066]
issue-date: Martes 24 de junio de 2025 — [1200, 17, 1438, 38]
legal-notice — [969, 1077, 1199, 1441]
notice-signature: LICENCIADO GERARDO GUERRERO TORRES. C. SECRETARIO DEL JUZGADO TERCERO FAMILIAR DEL PRIMER DISTRITO JUDICIAL EN EL ESTADO. (23, 24 y 25) — [733, 1711, 956, 1767]
notice-signature: LICENCIADA NORMA IVET FLORES RODRÍGUEZ. SECRETARIO ADSCRITO A LA COORDINACIÓN DE GESTIÓN JUDICIAL DE LOS JUZGADOS DE JUICIO FAMILIAR ORAL DEL TERCER DISTRITO JUDICIAL EN EL ESTADO DE NUEVO LEÓN. (24, 25 y 26) — [252, 1257, 478, 1323]
notice-signature: ROLANDO EDUARDO GUTIÉRREZ ROBLES C. SECRETARIO ADSCRITO AL JUZGADO QUINTO DE LO CIVIL (24, 25 y 26) — [15, 1778, 237, 1823]
notice-body: A la ciudadana Vanessa Elizabeth Meña Perales. Domicilio: Ignorado. En fecha 20 veinte de junio del 2022 dos mil veintidós, se admitió a trámite por el Juez Cuarto de Juicio Familiar Oral del Tercer Distrito Judicial en el Estado, bajo expediente judicial número 634/2022, relativo al juicio oral de alimentos, promovido por Concepción Martínez de González por su representante de sus menores hijos Dario y Leonora ambos de apellidos González Meña en contra de Vanessa Elizabeth Meña Perales. Luego, en esa misma fecha, se ordenó emplazar a la parte demandada para que dentro del término de 05 cinco días, acudiera al local de dicho Juzgado a producir su contestación y a oponer las excepciones y defensas de su intención si las tuviere. Ahora bien, a través del proveído dictado en fecha 02 dos de junio del año 2025 dos mil veinticinco, se ordenó emplazar a la aludida demandada Meña Perales por medio de edictos que deberán publicarse por 3 tres veces consecutivas tanto en el Periódico Oficial del Estado, en el Boletín Judicial, y en el periódico de mayor circulación en el Estado, a fin de que dentro del término de 05 cinco días acuda al local de este Juzgado a producir su contestación, y a oponer las excepciones de su intención si las tuviere. Haciéndole saber que la notificación realizada en esta forma surtirá sus efectos a los 10 diez días contados desde el siguiente al de la última publicación, quedando a su disposición en la Coordinación de Gestión Judicial de este Distrito Judicial a disposición de la parte demandada, las copias de traslado de la demanda y documentos acompañados para su debida instrucción. Por otra parte, prevéngase a la parte demandada a fin de que designe domicilio convencional para los efectos de oír y recibir notificaciones dentro de los municipios que alude el numeral 68 de la Legislación Procesal antes citada, apercibido de que en caso de no hacerlo así, las subsecuentes notificaciones de carácter personal se le harán por medio de los estrados de este Juzgado. San Nicolás de los Garza, Nuevo León, a 13 de junio del año 2025. — [250, 850, 480, 1255]
notice-heading: EDICTO — [107, 70, 145, 81]
notice-body: Al ciudadano Osvaldo García García. En fecha 16 dieciséis de mayo del 2025 dos mil veinticinco, se radicó en este Juzgado Mixto de Primera Instancia del Octavo Distrito Judicial del Estado, el expediente judicial número 100/2025, relativo a las diligencias de jurisdicción voluntaria sobre notificación judicial, promovidas por Sonia Osvaldo García García, se ordenó el emplazamiento por medio de edictos que deberán publicarse por dos veces consecutivas en el Periódico Oficial, en el Boletín Judicial y en el periódico de mayor circulación en el Estado, a fin de que el Notario Público Número 14 catorce, se constituya en el domicilio del Doctor Osvaldo García García, para que hacer del conocimiento que el promovente, siendo el notario el único que notifique el Doctor Osvaldo García García y el tiempo transcurrido que como para que en un término no mayor a 15 quince días, contados a partir del siguiente de la última publicación del edicto, y proceda a ocurrir a la Notaría Pública Número 14, a las 12:00 horas en la cual el Notario Público antes citado se encuentra en el local de este Juzgado a manifestar lo que a sus derechos convenga; en el entendido de que, si transcurrido el término del llamamiento, no compareciera por sí, ni por apoderado legítimo, ni por medio de tutor o de pariente que pueda representarle, se procederá por esta Autoridad a nombrar un depositario de sus bienes, de conformidad con lo establecido por los artículos 649, 653, 654, 656, 657 y 709 del Código Civil vigente en el Estado, a la tramitación de las diligencias. Doy fe. Cerralvo, N.L., a 26 de mayo del 2025. — [969, 1091, 1199, 1416]
notice-signature: SECRETARIO ADSCRITO A LA COORDINACIÓN DE GESTIÓN JUDICIAL DE LOS JUZGADOS DE JUICIO FAMILIAR ORAL DEL SEGUNDO DISTRITO JUDICIAL DEL ESTADO. LICENCIADA DANIELA ALEJANDRA SOSA DÁVILA. (24, 25 y 26) — [12, 1158, 238, 1224]
